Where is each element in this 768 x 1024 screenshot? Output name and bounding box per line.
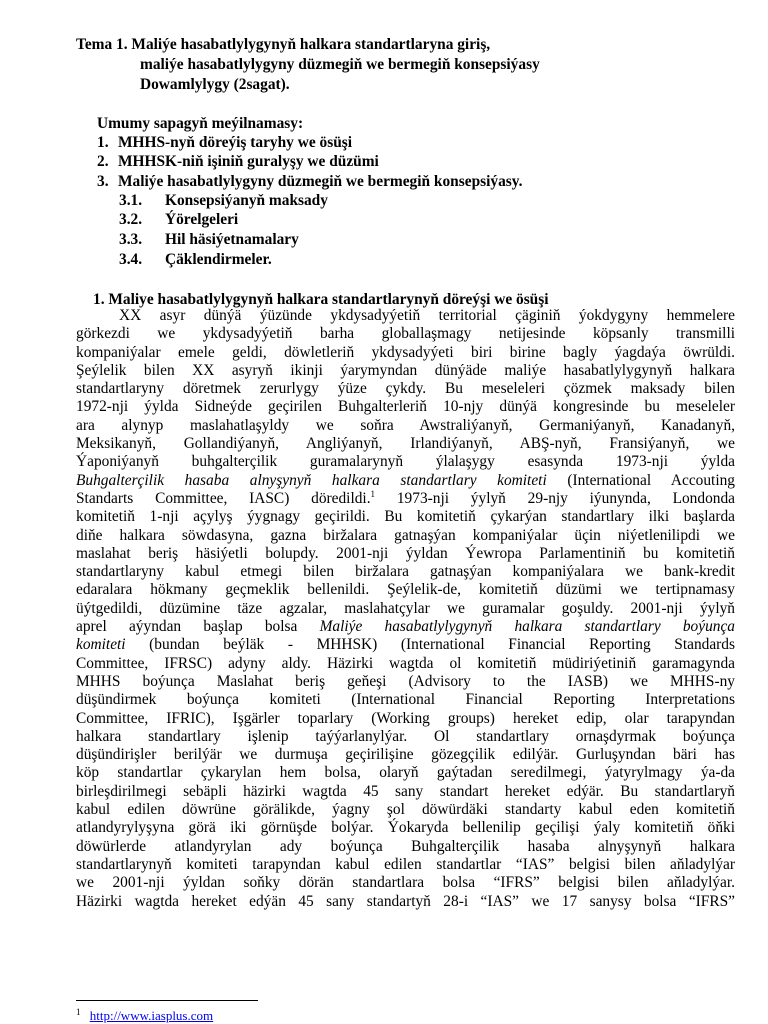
body-line: Meksikanyň, Gollandiýanyň, Angliýanyň, Irlandiýanyň, ABŞ-nyň, Fransiýanyň, we <box>76 435 735 453</box>
section-body <box>76 307 735 911</box>
body-line: düşündirmek boýunça komiteti (International Financial Reporting Interpretations <box>76 691 735 709</box>
body-line: aprel aýyndan başlap bolsa Maliýe hasabatlylygynyň halkara standartlary boýunça <box>76 618 736 636</box>
body-line: üýtgedildi, düzümine täze agzalar, maslahatçylar we guramalar goşuldy. 2001-nji ýylyň <box>76 599 735 617</box>
body-line: Committee, IFRSC) adyny aldy. Häzirki wagtda ol komitetiň müdiriýetiniň garamagynda <box>76 654 735 672</box>
body-line: maslahat beriş häsiýetli bolupdy. 2001-nji ýyldan Ýewropa Parlamentiniň bu komitetiň <box>76 544 735 562</box>
body-line: Committee, IFRIC), Işgärler toparlary (Working groups) hereket edip, olar tarapyndan <box>76 709 735 727</box>
body-line: birleşdirilmegi sebäpli häzirki wagtda 45 sany standart hereket edýär. Bu standartlaryň <box>76 782 735 800</box>
body-line: kabul edilen döwrüne görälikde, ýagny şol döwürdäki standarty kabul eden komitetiň <box>76 801 735 819</box>
plan-subitem-text: Hil häsiýetnamalary <box>165 231 299 248</box>
plan-subitem-number: 3.1. <box>119 192 143 209</box>
body-line: Häzirki wagtda hereket edýän 45 sany standartyň 28-i “IAS” we 17 sanysy bolsa “IFRS” <box>76 892 735 910</box>
body-line: standartlarynyň komiteti tarapyndan kabul edilen standartlar “IAS” belgisi bilen aňladylýar <box>76 855 735 873</box>
body-line: komitetiň 1-nji açylyş ýygnagy geçirildi. Bu komitetiň çykarýan standartlary ilki başlarda <box>76 508 735 526</box>
plan-item-text: Maliýe hasabatlylygyny düzmegiň we bermegiň konsepsiýasy. <box>118 173 523 190</box>
body-line: köp standartlar çykarylan hem bolsa, olaryň gaýtadan seredilmegi, ýatyrylmagy ýa-da <box>76 764 735 782</box>
body-line: ara alynyp maslahatlaşyldy we soňra Awstraliýanyň, Germaniýanyň, Kanadanyň, <box>76 416 735 434</box>
plan-heading: Umumy sapagyň meýilnamasy: <box>97 115 304 132</box>
plan-subitem-number: 3.3. <box>119 231 143 248</box>
plan-item-text: MHHS-nyň döreýiş taryhy we ösüşi <box>118 134 353 151</box>
section-heading: 1. Maliye hasabatlylygynyň halkara standartlarynyň döreýşi we ösüşi <box>93 291 549 308</box>
body-line: halkara standartlary işlenip taýýarlanylýar. Ol standartlary ornaşdyrmak boýunça <box>76 727 735 745</box>
body-line: diňe halkara söwdasyna, gazna biržalara gatnaşýan kompaniýalar üçin niýetlenilipdi we <box>76 526 735 544</box>
footnote-mark: 1 <box>76 1007 81 1017</box>
body-line: standartlaryny kabul etmegi bilen biržalara gatnaşýan kompaniýalara we bank-kredit <box>76 563 735 581</box>
body-line: 1972-nji ýylda Sidneýde geçirilen Buhgalterleriň 10-njy dünýä kongresinde bu meseleler <box>76 398 735 416</box>
body-line: Ýaponiýanyň buhgalterçilik guramalarynyň ýlalaşygy esasynda 1973-nji ýylda <box>76 453 735 471</box>
plan-subitem-text: Çäklendirmeler. <box>165 251 272 268</box>
plan-subitem-number: 3.2. <box>119 211 143 228</box>
footnote-link[interactable]: http://www.iasplus.com <box>89 1008 214 1024</box>
plan-item-number: 3. <box>97 173 109 190</box>
plan-item-number: 2. <box>97 153 109 170</box>
plan-subitem-text: Ýörelgeleri <box>165 211 239 228</box>
body-line: Şeýlelik bilen XX asyryň ikinji ýarymyndan dünýäde maliýe hasabatlylygynyň halkara <box>76 361 735 379</box>
plan-item-text: MHHSK-niň işiniň guralyşy we düzümi <box>118 153 379 170</box>
body-line: standartlaryny döretmek zerurlygy ýüze çykdy. Bu meseleleri çözmek maksady bilen <box>76 380 735 398</box>
topic-title: Tema 1. Maliýe hasabatlylygynyň halkara standartlaryna giriş, <box>76 36 491 53</box>
topic-subtitle: maliýe hasabatlylygyny düzmegiň we bermegiň konsepsiýasy <box>140 56 540 73</box>
body-line: kompaniýalar emele geldi, döwletleriň ykdysadyýeti biri birine bagly ýagdaýa öwrüldi. <box>76 343 735 361</box>
body-line: düşündirişler berilýär we durmuşa geçirilişine gözegçilik edilýär. Gurluşyndan bäri has <box>76 746 735 764</box>
body-line: XX asyr dünýä ýüzünde ykdysadyýetiň territorial çäginiň ýokdygyny hemmelere <box>119 307 735 324</box>
body-line: we 2001-nji ýyldan soňky dörän standartlara bolsa “IFRS” belgisi bilen aňladylýar. <box>76 874 735 892</box>
body-line: komiteti (bundan beýläk - MHHSK) (International Financial Reporting Standards <box>76 636 735 654</box>
footnote-divider <box>76 1000 258 1001</box>
plan-subitem-number: 3.4. <box>119 251 143 268</box>
body-line: edaralara hökmany geçmeklik bellenildi. Şeýlelik-de, komitetiň düzümi we tertipnamasy <box>76 581 735 599</box>
topic-duration: Dowamlylygy (2sagat). <box>140 76 290 93</box>
plan-subitem-text: Konsepsiýanyň maksady <box>165 192 328 209</box>
body-line: MHHS boýunça Maslahat beriş geňeşi (Advisory to the IASB) we MHHS-ny <box>76 672 735 690</box>
footnote <box>76 1004 213 1024</box>
body-line: Buhgalterçilik hasaba alnyşynyň halkara standartlary komiteti (International Accouting <box>76 471 735 489</box>
plan-item-number: 1. <box>97 134 109 151</box>
body-line: atlandyrylyşyna görä iki görnüşde bolýar. Ýokaryda bellenilip geçilişi ýaly komitetiň öňki <box>76 819 735 837</box>
body-line: görkezdi we ykdysadyýetiň barha globallaşmagy netijesinde köpsanly transmilli <box>76 325 735 343</box>
body-line: Standarts Committee, IASC) döredildi.$^1$ 1973-nji ýylyň 29-njy iýunynda, Londonda <box>76 488 735 507</box>
body-line: döwürlerde atlandyrylan ady boýunça Buhgalterçilik hasaba alnyşynyň halkara <box>76 837 735 855</box>
